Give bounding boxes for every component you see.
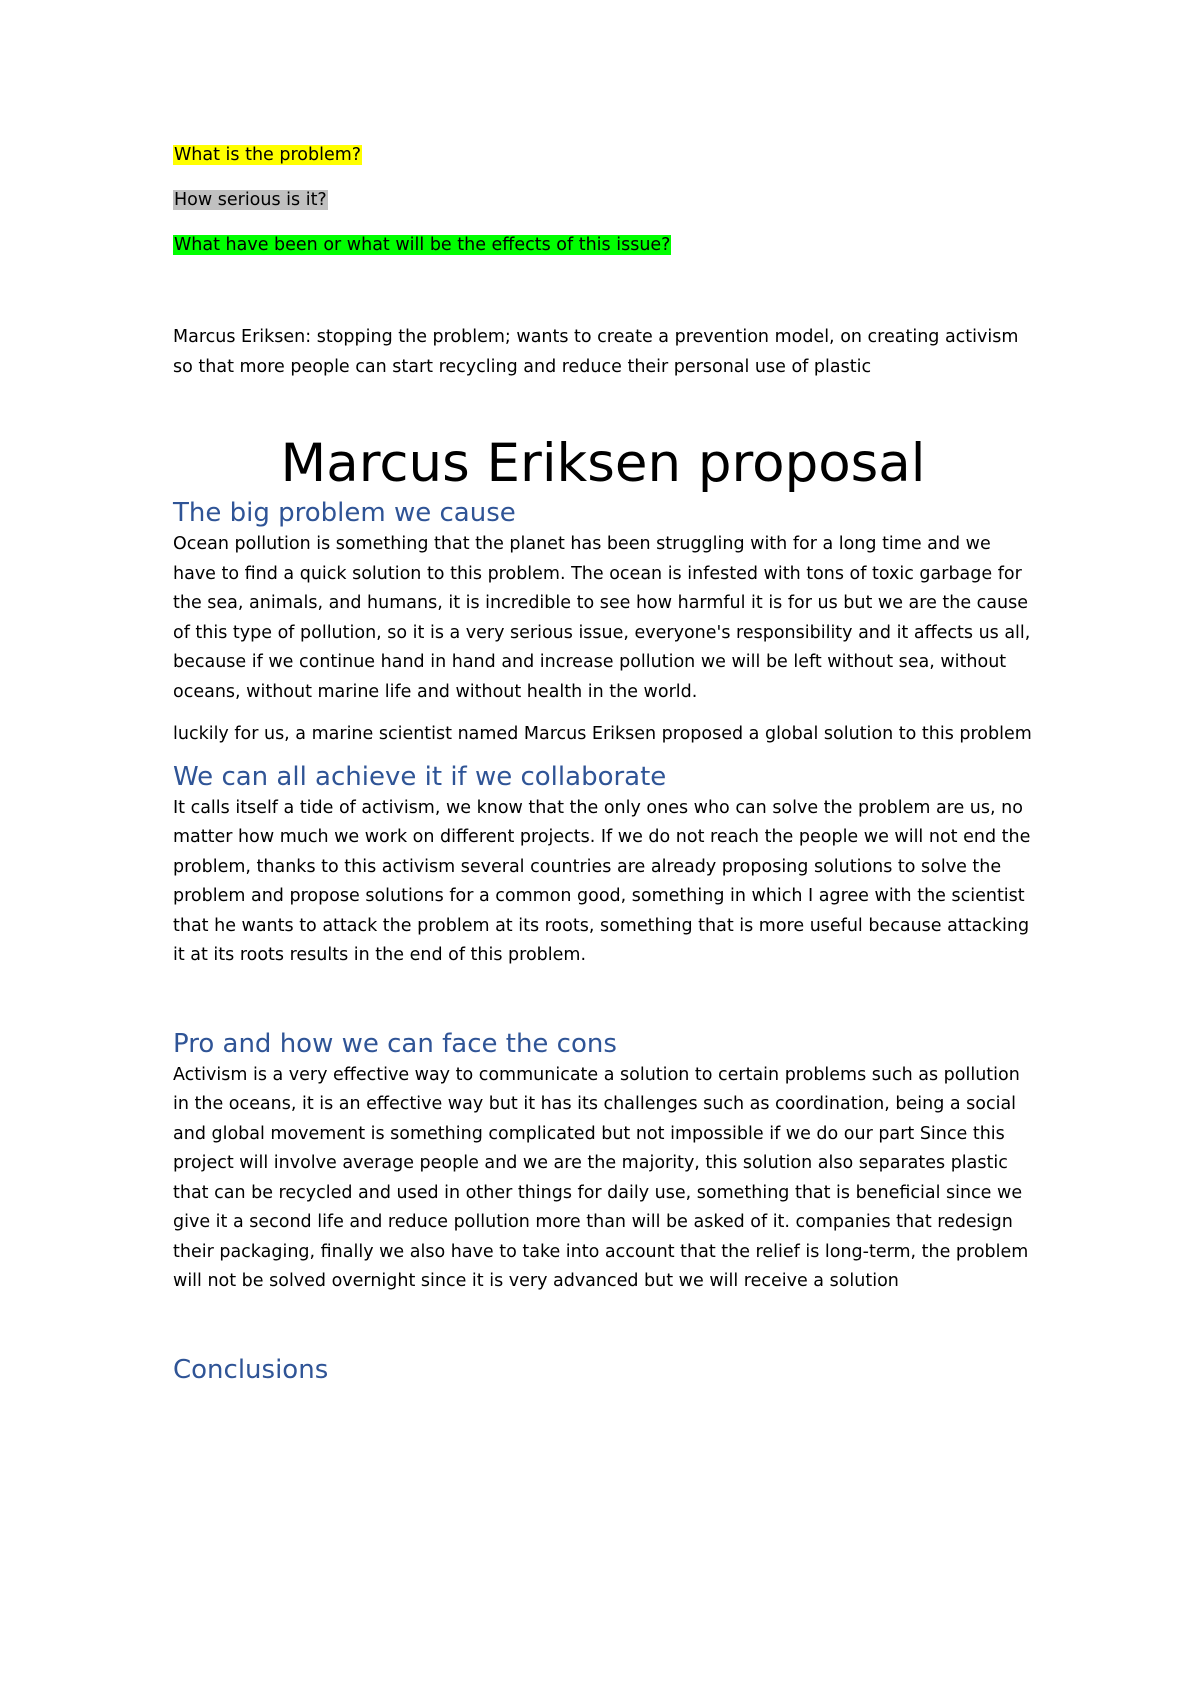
section-heading-pros-cons: Pro and how we can face the cons	[173, 1028, 617, 1059]
question-effects	[173, 234, 1033, 257]
intro-paragraph: Marcus Eriksen: stopping the problem; wants to create a prevention model, on creating activism so that more people can start recycling and reduce their personal use of plastic	[173, 327, 1019, 377]
section-paragraph-big-problem: Ocean pollution is something that the planet has been struggling with for a long time and we have to find a quick solution to this problem. The ocean is infested with tons of toxic garbage for the sea, animals, and humans, it is incredible to see how harmful it is for us but we are the cause of this type of pollution, so it is a very serious issue, everyone's responsibility and it affects us all, because if we continue hand in hand and increase pollution we will be left without sea, without oceans, without marine life and without health in the world.	[173, 534, 1031, 702]
document-title: Marcus Eriksen proposal	[280, 433, 926, 494]
section-paragraph-collaborate: It calls itself a tide of activism, we know that the only ones who can solve the problem are us, no matter how much we work on different projects. If we do not reach the people we will not end the problem, thanks to this activism several countries are already proposing solutions to solve the problem and propose solutions for a common good, something in which I agree with the scientist that he wants to attack the problem at its roots, something that is more useful because attacking it at its roots results in the end of this problem.	[173, 797, 1031, 965]
section-heading-conclusions: Conclusions	[173, 1354, 329, 1385]
question-effects-text: What have been or what will be the effects of this issue?	[174, 235, 671, 255]
question-seriousness	[173, 189, 1033, 212]
section-paragraph-solution: luckily for us, a marine scientist named Marcus Eriksen proposed a global solution to this problem	[173, 724, 1032, 744]
section-heading-big-problem: The big problem we cause	[173, 498, 516, 528]
section-paragraph-pros-cons: Activism is a very effective way to communicate a solution to certain problems such as pollution in the oceans, it is an effective way but it has its challenges such as coordination, being a social and global movement is something complicated but not impossible if we do our part Since this project will involve average people and we are the majority, this solution also separates plastic that can be recycled and used in other things for daily use, something that is beneficial since we give it a second life and reduce pollution more than will be asked of it. companies that redesign their packaging, finally we also have to take into account that the relief is long-term, the problem will not be solved overnight since it is very advanced but we will receive a solution	[173, 1064, 1029, 1291]
document-content	[173, 144, 1033, 1387]
question-seriousness-text: How serious is it?	[174, 190, 327, 210]
section-heading-collaborate: We can all achieve it if we collaborate	[173, 761, 667, 792]
question-problem	[173, 144, 1033, 167]
question-problem-text: What is the problem?	[174, 145, 362, 165]
